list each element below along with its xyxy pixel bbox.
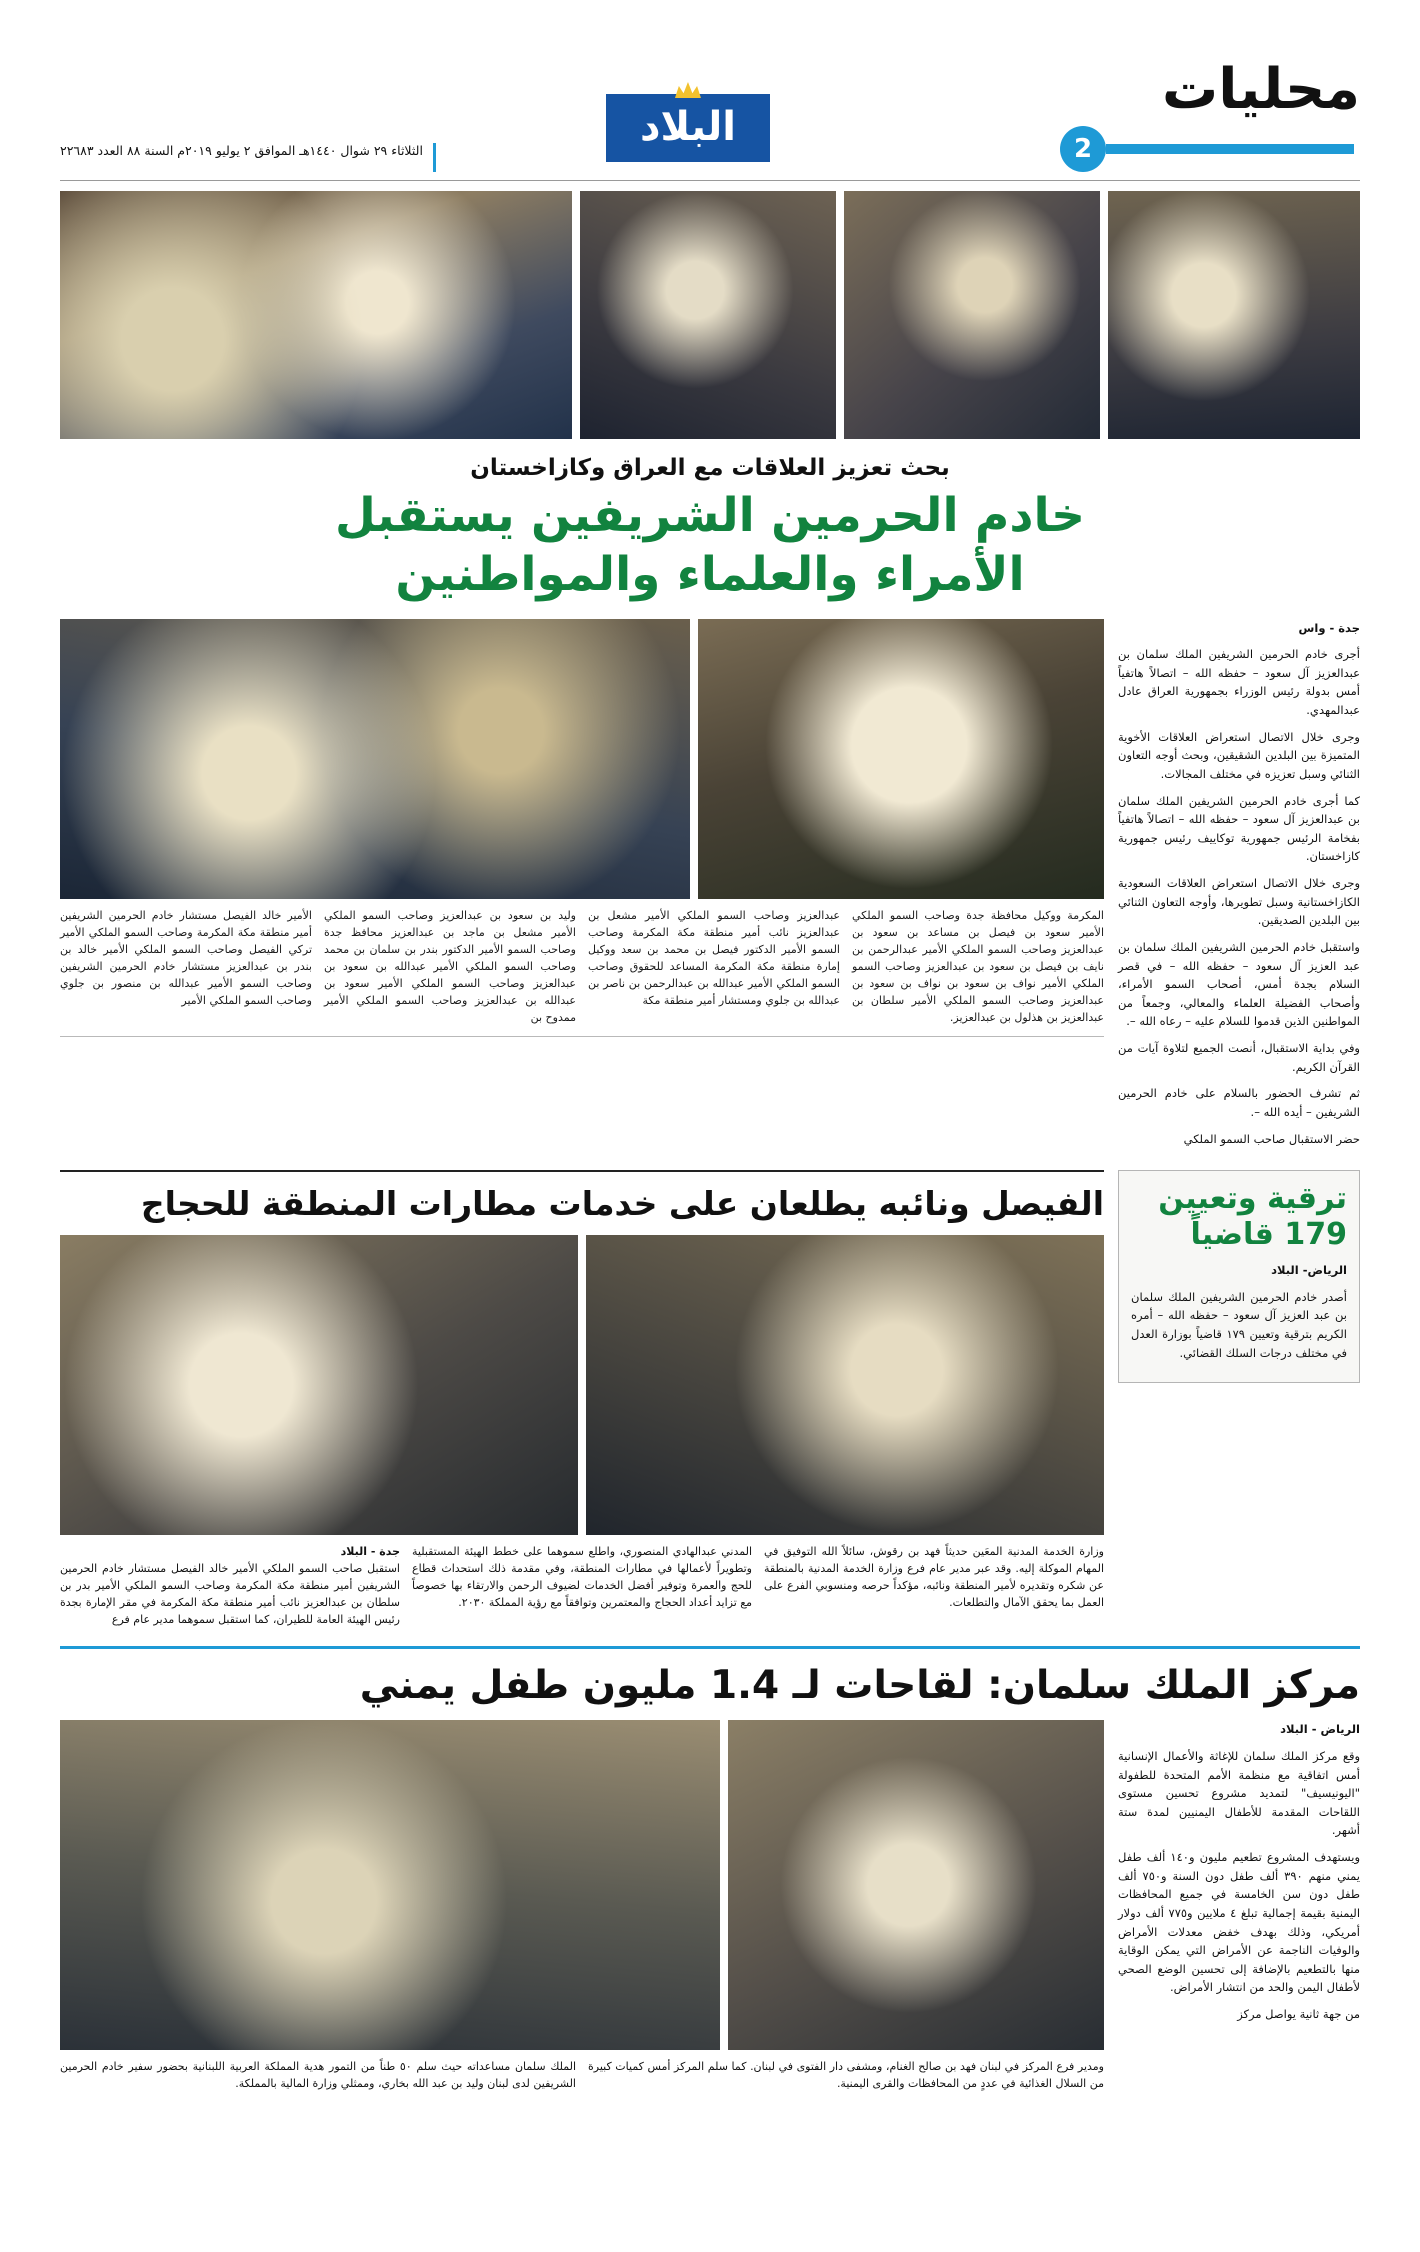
lead-paragraph: واستقبل خادم الحرمين الشريفين الملك سلمان بن عبد العزيز آل سعود – حفظه الله – في قصر السلام بجدة أمس، أصحاب السمو الأمراء، وأصحاب الفضيلة العلماء والمعالي، وجمعاً من المواطنين الذين قدموا للسلام عليه – رعاه الله –. [1118, 939, 1360, 1029]
band3-caption: ومدير فرع المركز في لبنان فهد بن صالح الغنام، ومشفى دار الفتوى في لبنان. كما سلم المركز أمس كميات كبيرة من السلال الغذائية في عددٍ من المحافظات والقرى اليمنية. [588, 2060, 1104, 2091]
band3-divider [60, 1646, 1360, 1649]
lead-headline-line1: خادم الحرمين الشريفين يستقبل [334, 488, 1086, 543]
page-number-badge: 2 [1060, 126, 1106, 172]
lead-caption: الأمير خالد الفيصل مستشار خادم الحرمين الشريفين أمير منطقة مكة المكرمة وصاحب السمو الملكي الأمير تركي الفيصل وصاحب السمو الملكي الأمير خالد بن بندر بن عبدالعزيز مستشار خادم الحرمين الشريفين وصاحب السمو الأمير عبدالله بن منصور بن جلوي وصاحب السمو الملكي الأمير [60, 908, 312, 1007]
sidebar-box [1118, 1170, 1360, 1383]
lead-article-text [1118, 619, 1360, 1157]
lead-photo-pair [60, 619, 1104, 899]
second-band-main [60, 1170, 1104, 1628]
photo-king-portrait [698, 619, 1104, 899]
lead-paragraph: وجرى خلال الاتصال استعراض العلاقات الأخوية المتميزة بين البلدين الشقيقين، وبحث أوجه التعاون الثنائي وسبل تعزيزه في مختلف المجالات. [1118, 729, 1360, 781]
sidebar-paragraph: أصدر خادم الحرمين الشريفين الملك سلمان بن عبد العزيز آل سعود – حفظه الله – أمره الكريم بترقية وتعيين ١٧٩ قاضياً بوزارة العدل في مختلف درجات السلك القضائي. [1131, 1289, 1347, 1360]
lead-headline-line2: الأمراء والعلماء والمواطنين [395, 546, 1025, 602]
lead-paragraph: ثم تشرف الحضور بالسلام على خادم الحرمين الشريفين – أيده الله –. [1118, 1086, 1360, 1119]
lead-kicker: بحث تعزيز العلاقات مع العراق وكازاخستان [470, 455, 950, 481]
photo-aid-distribution [60, 1720, 720, 2050]
second-band-caption: المدني عبدالهادي المنصوري، واطلع سموهما على خطط الهيئة المستقبلية وتطويراً لأعمالها في مطارات المنطقة، وفي مقدمة ذلك استحداث قطاع للحج والعمرة وتوفير أفضل الخدمات لضيوف الرحمن والارتقاء بها خصوصاً مع تزايد أعداد الحجاج والمعتمرين وتوافقاً مع رؤية المملكة ٢٠٣٠. [412, 1545, 752, 1610]
photo-greeting-2 [844, 191, 1100, 439]
second-band-photos [60, 1235, 1104, 1535]
second-band-headline: الفيصل ونائبه يطلعان على خدمات مطارات المنطقة للحجاج [60, 1170, 1104, 1223]
sidebar-title-line1: ترقية وتعيين [1158, 1181, 1347, 1217]
masthead-rule [60, 180, 1360, 181]
section-badge-row [1060, 126, 1360, 172]
lead-photo-block [60, 619, 1104, 1157]
sidebar-dateline: الرياض- البلاد [1271, 1263, 1347, 1278]
issue-date-line: الثلاثاء ٢٩ شوال ١٤٤٠هـ الموافق ٢ يوليو ٢٠١٩م السنة ٨٨ العدد ٢٢٦٨٣ [60, 143, 436, 172]
lead-caption: المكرمة ووكيل محافظة جدة وصاحب السمو الملكي الأمير سعود بن فيصل بن مساعد بن سعود بن عبدالعزيز وصاحب السمو الملكي الأمير عبدالرحمن بن نايف بن فيصل بن سعود بن عبدالعزيز وصاحب السمو الملكي الأمير نواف بن سعود بن نواف بن سعود بن عبدالعزيز وصاحب السمو الملكي الأمير سلطان بن عبدالعزيز بن هذلول بن عبدالعزيز. [852, 908, 1104, 1024]
lead-paragraph: وفي بداية الاستقبال، أنصت الجميع لتلاوة آيات من القرآن الكريم. [1118, 1041, 1360, 1074]
third-band [60, 1720, 1360, 2050]
second-band-caption-dateline [60, 1543, 400, 1628]
band3-paragraph: ويستهدف المشروع تطعيم مليون و١٤٠ ألف طفل يمني منهم ٣٩٠ ألف طفل دون السنة و٧٥٠ ألف طفل دون سن الخامسة في جميع المحافظات اليمنية بقيمة إجمالية تبلغ ٤ ملايين و٧٧٥ ألف دولار أمريكي، وذلك بهدف خفض معدلات الأمراض والوفيات الناجمة عن الأمراض التي يمكن الوقاية منها بالتطعيم بالإضافة إلى تحسين الوضع الصحي لأطفال اليمن والحد من انتشار الأمراض. [1118, 1850, 1361, 1995]
lead-article-row [60, 619, 1360, 1157]
lead-paragraph: كما أجرى خادم الحرمين الشريفين الملك سلمان بن عبدالعزيز آل سعود – حفظه الله – اتصالاً هاتفياً بفخامة الرئيس جمهورية توكاييف رئيس جمهورية كازاخستان. [1118, 793, 1360, 864]
lead-dateline: جدة - واس [1298, 620, 1360, 635]
band3-article-text [1118, 1720, 1360, 2050]
top-photo-strip [60, 191, 1360, 439]
second-band-caption: وزارة الخدمة المدنية المعَين حديثاً فهد بن رقوش، سائلاً الله التوفيق في المهام الموكلة إليه. وقد عبر مدير عام فرع وزارة الخدمة المدنية بالمنطقة عن شكره وتقديره لأمير المنطقة ونائبه، مؤكداً حرصه ومنسوبي الفرع على العمل بما يحقق الآمال والتطلعات. [764, 1545, 1104, 1610]
lead-caption-columns [60, 907, 1104, 1026]
publication-logo [606, 94, 770, 172]
photo-emir-meeting-1 [60, 1235, 578, 1535]
section-header [1060, 57, 1360, 172]
lead-paragraph: حضر الاستقبال صاحب السمو الملكي [1183, 1131, 1360, 1146]
crown-icon [675, 82, 701, 98]
sidebar-title-line2: 179 قاضياً [1190, 1217, 1347, 1253]
caption-rule [60, 1036, 1104, 1037]
band3-paragraph: من جهة ثانية يواصل مركز [1237, 2007, 1360, 2022]
second-band [60, 1170, 1360, 1628]
second-band-dateline: جدة - البلاد [340, 1545, 400, 1559]
band3-caption: الملك سلمان مساعداته حيث سلم ٥٠ طناً من التمور هدية المملكة العربية اللبنانية بحضور سفير خادم الحرمين الشريفين لدى لبنان وليد بن عبد الله بخاري، وممثلي وزارة المالية بالمملكة. [60, 2060, 576, 2091]
lead-caption: عبدالعزيز وصاحب السمو الملكي الأمير مشعل بن عبدالعزيز نائب أمير منطقة مكة المكرمة وصاحب السمو الأمير الدكتور فيصل بن محمد بن سعد ووكيل إمارة منطقة مكة المكرمة المساعد للحقوق وصاحب السمو الملكي الأمير عبدالله بن عبدالرحمن بن ناصر بن عبدالله بن جلوي ومستشار أمير منطقة مكة [588, 908, 840, 1007]
second-band-caption-body: استقبل صاحب السمو الملكي الأمير خالد الفيصل مستشار خادم الحرمين الشريفين أمير منطقة مكة المكرمة وصاحب السمو الملكي الأمير بدر بن سلطان بن عبدالعزيز نائب أمير منطقة مكة المكرمة في مقر الإمارة بجدة رئيس الهيئة العامة للطيران، كما استقبل سموهما مدير عام فرع [60, 1562, 400, 1627]
lead-paragraph: أجرى خادم الحرمين الشريفين الملك سلمان بن عبدالعزيز آل سعود – حفظه الله – اتصالاً هاتفياً أمس بدولة رئيس الوزراء بجمهورية العراق عادل عبدالمهدي. [1118, 647, 1360, 717]
section-title: محليات [1161, 57, 1360, 122]
band3-headline: مركز الملك سلمان: لقاحات لـ 1.4 مليون طفل يمني [359, 1663, 1360, 1709]
lead-paragraph: وجرى خلال الاتصال استعراض العلاقات السعودية الكازاخستانية وسبل تطويرها، وأوجه التعاون الثنائي بين البلدين الصديقين. [1118, 876, 1360, 928]
lead-headline [60, 487, 1360, 605]
band3-photos [60, 1720, 1104, 2050]
lead-caption: وليد بن سعود بن عبدالعزيز وصاحب السمو الملكي الأمير مشعل بن ماجد بن عبدالعزيز محافظ جدة وصاحب السمو الأمير الدكتور بندر بن سلمان بن محمد وصاحب السمو الملكي الأمير عبدالله بن سعود بن عبدالعزيز وصاحب السمو الملكي الأمير سعود بن عبدالله بن عبدالعزيز وصاحب السمو الملكي الأمير ممدوح بن [324, 908, 576, 1024]
accent-bar [1106, 144, 1354, 154]
logo-box [606, 94, 770, 162]
sidebar-body [1131, 1261, 1347, 1362]
sidebar-title [1131, 1181, 1347, 1253]
band3-dateline: الرياض - البلاد [1280, 1722, 1360, 1737]
sidebar-judges [1118, 1170, 1360, 1628]
photo-greeting-1 [580, 191, 836, 439]
masthead [60, 0, 1360, 172]
band3-paragraph: وقع مركز الملك سلمان للإغاثة والأعمال الإنسانية أمس اتفاقية مع منظمة الأمم المتحدة للطفولة "اليونيسيف" لتمديد مشروع تحسين مستوى اللقاحات المقدمة للأطفال اليمنيين لمدة ستة أشهر. [1118, 1748, 1360, 1838]
second-band-captions [60, 1543, 1104, 1628]
photo-majlis-hall [60, 619, 690, 899]
band3-captions [60, 2058, 1104, 2092]
photo-agreement-signing [728, 1720, 1104, 2050]
photo-emir-meeting-2 [586, 1235, 1104, 1535]
logo-text: البلاد [639, 104, 736, 150]
photo-royal-reception [60, 191, 572, 439]
photo-greeting-3 [1108, 191, 1360, 439]
